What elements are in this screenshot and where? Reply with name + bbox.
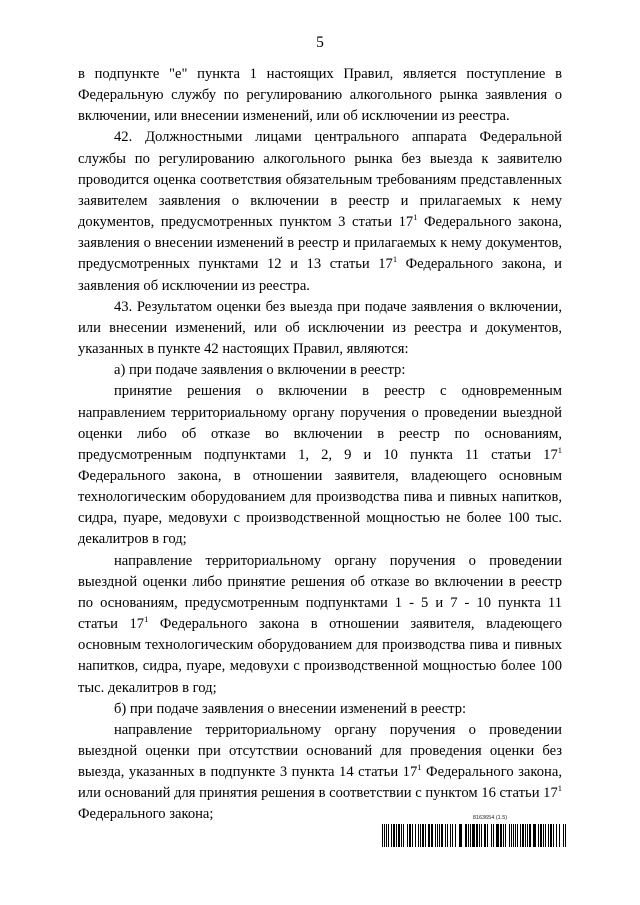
barcode-bar — [556, 824, 557, 847]
paragraph-text: в подпункте "е" пункта 1 настоящих Правил, является поступление в Федеральную службу по регулированию алкогольного рынка заявления о включении, или внесении изменений, или об исключении из реестра. — [78, 66, 562, 125]
barcode-bar — [472, 824, 475, 847]
superscript: 1 — [557, 444, 562, 455]
page-number: 5 — [316, 34, 324, 51]
barcode-bar — [441, 824, 443, 847]
barcode-bar — [428, 824, 430, 847]
paragraph-text: 43. Результатом оценки без выезда при подаче заявления о включении, или внесении изменений, или об исключении из реестра и документов, указанных в пункте 42 настоящих Правил, являются: — [78, 298, 562, 358]
barcode-bar — [493, 824, 494, 847]
barcode-bar — [450, 824, 451, 847]
barcode-bar — [500, 824, 502, 847]
paragraph — [78, 127, 562, 296]
barcode-bar — [412, 824, 413, 847]
barcode-bar — [487, 824, 488, 847]
paragraph — [78, 720, 562, 826]
barcode-bar — [548, 824, 549, 847]
paragraph — [78, 64, 562, 127]
barcode-bar — [545, 824, 546, 847]
barcode-bar — [509, 824, 510, 847]
paragraph-text: принятие решения о включении в реестр с одновременным направлением территориальному органу поручения о проведении выездной оценки либо об отказе во включении в реестр по основаниям, предусмотренным подпунктами 1, 2, 9 и 10 пункта 11 статьи 17 — [78, 383, 562, 463]
document-body — [78, 64, 562, 826]
paragraph-text: Федерального закона, в отношении заявителя, владеющего основным технологическим оборудованием для производства пива и пивных напитков, сидра, пуаре, медовухи с производственной мощностью не более 100 тыс. декалитров в год; — [78, 467, 562, 548]
superscript: 1 — [144, 614, 149, 625]
barcode-bar — [565, 824, 566, 847]
barcode-bar — [452, 824, 453, 847]
barcode-bar — [511, 824, 512, 847]
paragraph — [78, 551, 562, 699]
barcode-bar — [538, 824, 539, 847]
barcode-bar — [384, 824, 385, 847]
barcode-bar — [513, 824, 514, 847]
barcode-bar — [479, 824, 480, 847]
barcode-bar — [409, 824, 411, 847]
barcode-bar — [437, 824, 438, 847]
paragraph-text: направление территориальному органу поручения о проведении выездной оценки либо принятие решения об отказе во включении в реестр по основаниям, предусмотренным подпунктами 1 - 5 и 7 - 10 пункта 11 статьи 17 — [78, 552, 562, 633]
paragraph — [78, 360, 562, 381]
barcode-bar — [476, 824, 478, 847]
paragraph-text: Федерального закона в отношении заявителя, владеющего основным технологическим оборудованием для производства пива и пивных напитков, сидра, пуаре, медовухи с производственной мощностью более 100 тыс. декалитров в год; — [78, 616, 563, 696]
paragraph-text: а) при подаче заявления о включении в реестр: — [114, 362, 406, 379]
barcode-bar — [393, 824, 395, 847]
barcode-bar — [543, 824, 544, 847]
barcode-bar — [415, 824, 416, 847]
barcode-bar — [481, 824, 482, 847]
barcode-bar — [553, 824, 554, 847]
barcode-bar — [550, 824, 552, 847]
barcode-bar — [455, 824, 456, 847]
barcode-bar — [407, 824, 408, 847]
barcode-bar — [435, 824, 436, 847]
barcode-bar — [459, 824, 462, 847]
barcode-bar — [382, 824, 383, 847]
barcode-bar — [431, 824, 433, 847]
barcode-bar — [529, 824, 531, 847]
paragraph — [78, 297, 562, 360]
barcode-bar — [401, 824, 402, 847]
barcode-bar — [439, 824, 440, 847]
barcode-bar — [559, 824, 560, 847]
document-code: 8163654 (1.5) — [472, 815, 508, 821]
barcode-bar — [388, 824, 389, 847]
barcode-bar — [540, 824, 542, 847]
barcode-bar — [525, 824, 526, 847]
superscript: 1 — [417, 762, 422, 773]
barcode-bar — [418, 824, 419, 847]
barcode-bar — [391, 824, 392, 847]
barcode-bar — [445, 824, 446, 847]
paragraph-text: 42. Должностными лицами центрального аппарата Федеральной службы по регулированию алкогольного рынка без выезда к заявителю проводится оценка соответствия обязательным требованиям представленных заявителем заявления о включении в реестр и прилагаемых к нему документов, предусмотренных пунктом 3 статьи 17 — [78, 129, 562, 231]
paragraph — [78, 381, 562, 550]
barcode-bar — [563, 824, 564, 847]
barcode-bar — [425, 824, 426, 847]
barcode-bar — [468, 824, 469, 847]
barcode-bar — [386, 824, 387, 847]
paragraph-text: б) при подаче заявления о внесении изменений в реестр: — [114, 700, 467, 717]
superscript: 1 — [413, 212, 418, 223]
superscript: 1 — [557, 783, 562, 794]
paragraph-text: направление территориальному органу поручения о проведении выездной оценки при отсутствии оснований для проведения оценки без выезда, указанных в подпункте 3 пункта 14 статьи 17 — [78, 721, 562, 781]
barcode-bar — [522, 824, 524, 847]
barcode-bar — [520, 824, 521, 847]
barcode-bar — [533, 824, 536, 847]
paragraph — [78, 699, 562, 720]
paragraph-text: Федерального закона, или оснований для принятия решения в соответствии с пунктом 16 статьи 17 — [78, 764, 562, 802]
superscript: 1 — [392, 254, 398, 265]
barcode-bar — [527, 824, 528, 847]
barcode-bar — [491, 824, 492, 847]
paragraph-text: Федерального закона, заявления о внесении изменений в реестр и прилагаемых к нему документов, предусмотренных пунктами 12 и 13 статьи 17 — [78, 214, 562, 273]
barcode-bar — [420, 824, 421, 847]
paragraph-text: Федерального закона, и заявления об исключении из реестра. — [78, 256, 562, 294]
barcode-bar — [503, 824, 504, 847]
barcode-bar — [465, 824, 467, 847]
barcode-bar — [403, 824, 404, 847]
barcode-bar — [505, 824, 506, 847]
barcode-bar — [517, 824, 518, 847]
paragraph-text: Федерального закона; — [78, 806, 214, 823]
barcode-bar — [484, 824, 486, 847]
barcode-bar — [496, 824, 499, 847]
barcode-bar — [470, 824, 471, 847]
barcode-bar — [515, 824, 516, 847]
barcode-image — [382, 824, 566, 847]
barcode-bar — [447, 824, 448, 847]
barcode-bar — [396, 824, 397, 847]
barcode-bar — [398, 824, 400, 847]
barcode-bar — [422, 824, 424, 847]
